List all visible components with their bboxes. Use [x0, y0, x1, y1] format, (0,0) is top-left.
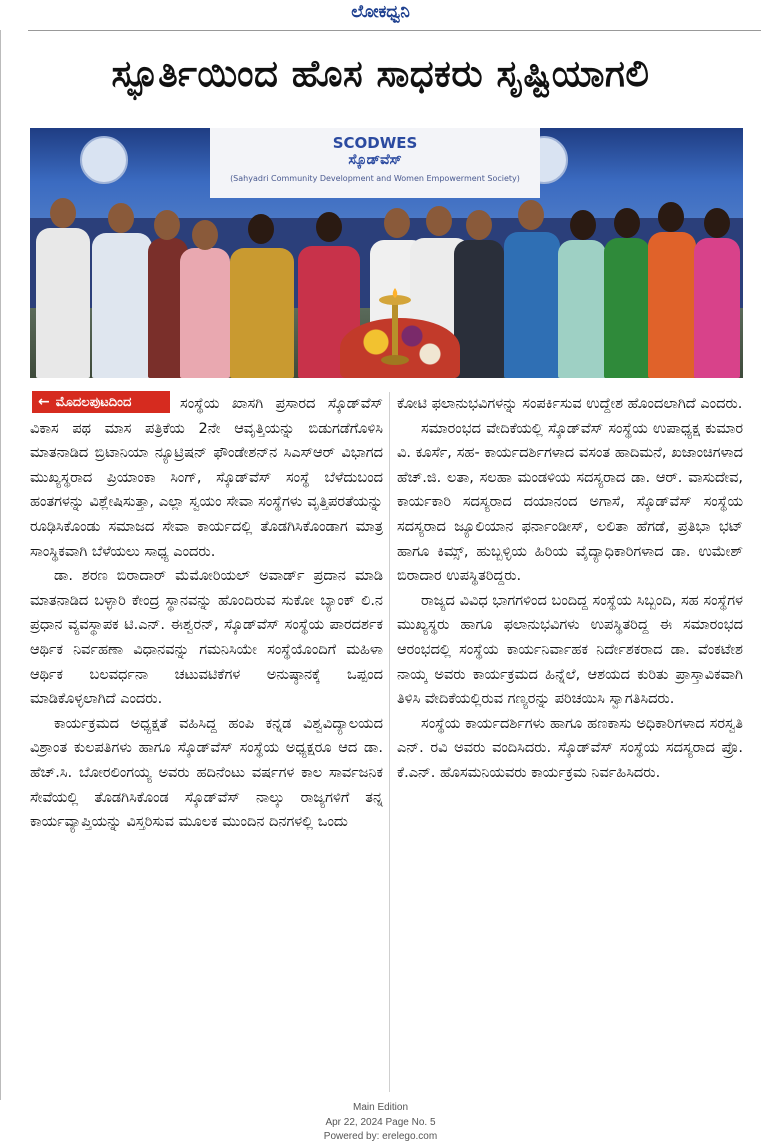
person-head — [426, 206, 452, 236]
person — [180, 248, 230, 378]
person-head — [658, 202, 684, 232]
person-head — [108, 203, 134, 233]
article-paragraph: ಕೋಟಿ ಫಲಾನುಭವಿಗಳನ್ನು ಸಂಪರ್ಕಿಸುವ ಉದ್ದೇಶ ಹೊಂದಲಾಗಿದೆ ಎಂದರು. — [397, 396, 743, 412]
person-head — [50, 198, 76, 228]
article-paragraph: ಡಾ. ಶರಣ ಬಿರಾದಾರ್ ಮೆಮೋರಿಯಲ್ ಅವಾರ್ಡ್ ಪ್ರದಾನ ಮಾಡಿ ಮಾತನಾಡಿದ ಬಳ್ಳಾರಿ ಕೇಂದ್ರ ಸ್ಥಾನವನ್ನು ಹೊಂದಿರುವ ಸುಕೋ ಬ್ಯಾಂಕ್ ಲಿ.ನ ಪ್ರಧಾನ ವ್ಯವಸ್ಥಾಪಕ ಟಿ.ಎನ್. ಈಶ್ವರನ್, ಸ್ಕೊಡ್‌ವೆಸ್ ಸಂಸ್ಥೆಯ ಪಾರದರ್ಶಕ ಆರ್ಥಿಕ ನಿರ್ವಹಣಾ ವಿಧಾನವನ್ನು ಗಮನಿಸಿಯೇ ಸಂಸ್ಥೆಯೊಂದಿಗೆ ಮಹಿಳಾ ಆರ್ಥಿಕ ಬಲವರ್ಧನಾ ಚಟುವಟಿಕೆಗಳ ಅನುಷ್ಠಾನಕ್ಕೆ ಒಪ್ಪಂದ ಮಾಡಿಕೊಳ್ಳಲಾಗಿದೆ ಎಂದರು. — [30, 568, 383, 708]
person-head — [154, 210, 180, 240]
person-head — [316, 212, 342, 242]
oil-lamp-icon — [370, 288, 420, 368]
continued-tag-label: ಮೊದಲಪುಟದಿಂದ — [55, 395, 132, 410]
banner-title: SCODWES — [332, 134, 418, 152]
masthead — [0, 0, 761, 28]
arrow-left-icon: ← — [38, 394, 50, 410]
masthead-rule — [28, 30, 761, 31]
article-paragraph: ಸಮಾರಂಭದ ವೇದಿಕೆಯಲ್ಲಿ ಸ್ಕೊಡ್‌ವೆಸ್ ಸಂಸ್ಥೆಯ ಉಪಾಧ್ಯಕ್ಷ ಕುಮಾರ ವಿ. ಕೂರ್ಸೆ, ಸಹ- ಕಾರ್ಯದರ್ಶಿಗಳಾದ ವಸಂತ ಹಾದಿಮನೆ, ಖಜಾಂಚಿಗಳಾದ ಹೆಚ್.ಜಿ. ಲತಾ, ಸಲಹಾ ಮಂಡಳಿಯ ಸದಸ್ಯರಾದ ಡಾ. ಆರ್. ವಾಸುದೇವ, ಕಾರ್ಯಕಾರಿ ಸದಸ್ಯರಾದ ದಯಾನಂದ ಅಗಾಸೆ, ಸ್ಕೊಡ್‌ವೆಸ್ ಸಂಸ್ಥೆಯ ಸದಸ್ಯರಾದ ಜ್ಯೂಲಿಯಾನ ಫರ್ನಾಂಡೀಸ್, ಲಲಿತಾ ಹೆಗಡೆ, ಪ್ರತಿಭಾ ಭಟ್ ಹಾಗೂ ಕಿಮ್ಸ್, ಹುಬ್ಬಳ್ಳಿಯ ಹಿರಿಯ ವೈದ್ಯಾಧಿಕಾರಿಗಳಾದ ಡಾ. ಉಮೇಶ್ ಬಿರಾದಾರ ಉಪಸ್ಥಿತರಿದ್ದರು. — [397, 420, 743, 585]
article-paragraph: ಕಾರ್ಯಕ್ರಮದ ಅಧ್ಯಕ್ಷತೆ ವಹಿಸಿದ್ದ ಹಂಪಿ ಕನ್ನಡ ವಿಶ್ವವಿದ್ಯಾಲಯದ ವಿಶ್ರಾಂತ ಕುಲಪತಿಗಳು ಹಾಗೂ ಸ್ಕೊಡ್‌ವೆಸ್ ಸಂಸ್ಥೆಯ ಅಧ್ಯಕ್ಷರೂ ಆದ ಡಾ. ಹೆಚ್.ಸಿ. ಬೋರಲಿಂಗಯ್ಯ ಅವರು ಹದಿನೆಂಟು ವರ್ಷಗಳ ಕಾಲ ಸಾರ್ವಜನಿಕ ಸೇವೆಯಲ್ಲಿ ತೊಡಗಿಸಿಕೊಂಡ ಸ್ಕೊಡ್‌ವೆಸ್ ನಾಲ್ಕು ರಾಜ್ಯಗಳಿಗೆ ತನ್ನ ಕಾರ್ಯವ್ಯಾಪ್ತಿಯನ್ನು ವಿಸ್ತರಿಸುವ ಮೂಲಕ ಮುಂದಿನ ದಿನಗಳಲ್ಲಿ ಒಂದು — [30, 715, 383, 831]
article-column-left — [30, 392, 383, 835]
person — [558, 240, 606, 378]
person-head — [384, 208, 410, 238]
article-column-right — [397, 392, 743, 786]
person-head — [518, 200, 544, 230]
person — [36, 228, 90, 378]
person — [648, 232, 696, 378]
article-photo — [30, 128, 743, 378]
person — [454, 240, 504, 378]
newspaper-logo: ಲೋಕಧ್ವನಿ — [351, 2, 410, 22]
emblem-left — [80, 136, 128, 184]
footer-date-page: Apr 22, 2024 Page No. 5 — [325, 1117, 436, 1128]
footer-edition: Main Edition — [352, 1102, 409, 1113]
person — [504, 232, 560, 378]
banner-title-kannada: ಸ್ಕೊಡ್‌ವೆಸ್ — [348, 152, 402, 168]
article-paragraph: ಸಂಸ್ಥೆಯ ಕಾರ್ಯದರ್ಶಿಗಳು ಹಾಗೂ ಹಣಕಾಸು ಅಧಿಕಾರಿಗಳಾದ ಸರಸ್ವತಿ ಎನ್. ರವಿ ಅವರು ವಂದಿಸಿದರು. ಸ್ಕೊಡ್‌ವೆಸ್ ಸಂಸ್ಥೆಯ ಸದಸ್ಯರಾದ ಪ್ರೊ. ಕೆ.ಎನ್. ಹೊಸಮನಿಯವರು ಕಾರ್ಯಕ್ರಮ ನಿರ್ವಹಿಸಿದರು. — [397, 715, 743, 781]
person-head — [466, 210, 492, 240]
person-head — [614, 208, 640, 238]
person — [230, 248, 294, 378]
person — [92, 233, 152, 378]
article-paragraph: ಸಂಸ್ಥೆಯ ಖಾಸಗಿ ಪ್ರಸಾರದ ಸ್ಕೊಡ್‌ವೆಸ್ ವಿಕಾಸ ಪಥ ಮಾಸ ಪತ್ರಿಕೆಯ 2ನೇ ಆವೃತ್ತಿಯನ್ನು ಬಿಡುಗಡೆಗೊಳಿಸಿ ಮಾತನಾಡಿದ ಬ್ರಿಟಾನಿಯಾ ನ್ಯೂಟ್ರಿಷನ್ ಫೌಂಡೇಶನ್‌ನ ಸಿಎಸ್‌ಆರ್ ವಿಭಾಗದ ಮುಖ್ಯಸ್ಥರಾದ ಪ್ರಿಯಾಂಕಾ ಸಿಂಗ್, ಸ್ಕೊಡ್‌ವೆಸ್ ಸಂಸ್ಥೆ ಬೆಳೆದುಬಂದ ಹಂತಗಳನ್ನು ವಿಶ್ಲೇಷಿಸುತ್ತಾ, ಎಲ್ಲಾ ಸ್ವಯಂ ಸೇವಾ ಸಂಸ್ಥೆಗಳು ವೃತ್ತಿಪರತೆಯನ್ನು ರೂಢಿಸಿಕೊಂಡು ಸಮಾಜದ ಸೇವಾ ಕಾರ್ಯದಲ್ಲಿ ತೊಡಗಿಸಿಕೊಂಡಾಗ ಮಾತ್ರ ಸಾಂಸ್ಥಿಕವಾಗಿ ಬೆಳೆಯಲು ಸಾಧ್ಯ ಎಂದರು. — [30, 396, 383, 560]
article-paragraph: ರಾಜ್ಯದ ವಿವಿಧ ಭಾಗಗಳಿಂದ ಬಂದಿದ್ದ ಸಂಸ್ಥೆಯ ಸಿಬ್ಬಂದಿ, ಸಹ ಸಂಸ್ಥೆಗಳ ಮುಖ್ಯಸ್ಥರು ಹಾಗೂ ಫಲಾನುಭವಿಗಳು ಉಪಸ್ಥಿತರಿದ್ದ ಈ ಸಮಾರಂಭದ ಆರಂಭದಲ್ಲಿ ಸಂಸ್ಥೆಯ ಕಾರ್ಯನಿರ್ವಾಹಕ ನಿರ್ದೇಶಕರಾದ ಡಾ. ವೆಂಕಟೇಶ ನಾಯ್ಕ ಅವರು ಕಾರ್ಯಕ್ರಮದ ಹಿನ್ನೆಲೆ, ಆಶಯದ ಕುರಿತು ಪ್ರಾಸ್ತಾವಿಕವಾಗಿ ತಿಳಿಸಿ ವೇದಿಕೆಯಲ್ಲಿರುವ ಗಣ್ಯರನ್ನು ಪರಿಚಯಿಸಿ ಸ್ವಾಗತಿಸಿದರು. — [397, 592, 743, 708]
person — [604, 238, 650, 378]
person-head — [570, 210, 596, 240]
person — [694, 238, 740, 378]
article-headline: ಸ್ಫೂರ್ತಿಯಿಂದ ಹೊಸ ಸಾಧಕರು ಸೃಷ್ಟಿಯಾಗಲಿ — [111, 52, 650, 95]
person-head — [704, 208, 730, 238]
person-head — [192, 220, 218, 250]
footer-powered-by: Powered by: erelego.com — [323, 1131, 438, 1142]
person-head — [248, 214, 274, 244]
banner-subtitle: (Sahyadri Community Development and Women Empowerment Society) — [230, 174, 520, 183]
event-banner — [210, 128, 540, 198]
page-left-border — [0, 30, 1, 1100]
column-divider — [389, 392, 390, 1092]
